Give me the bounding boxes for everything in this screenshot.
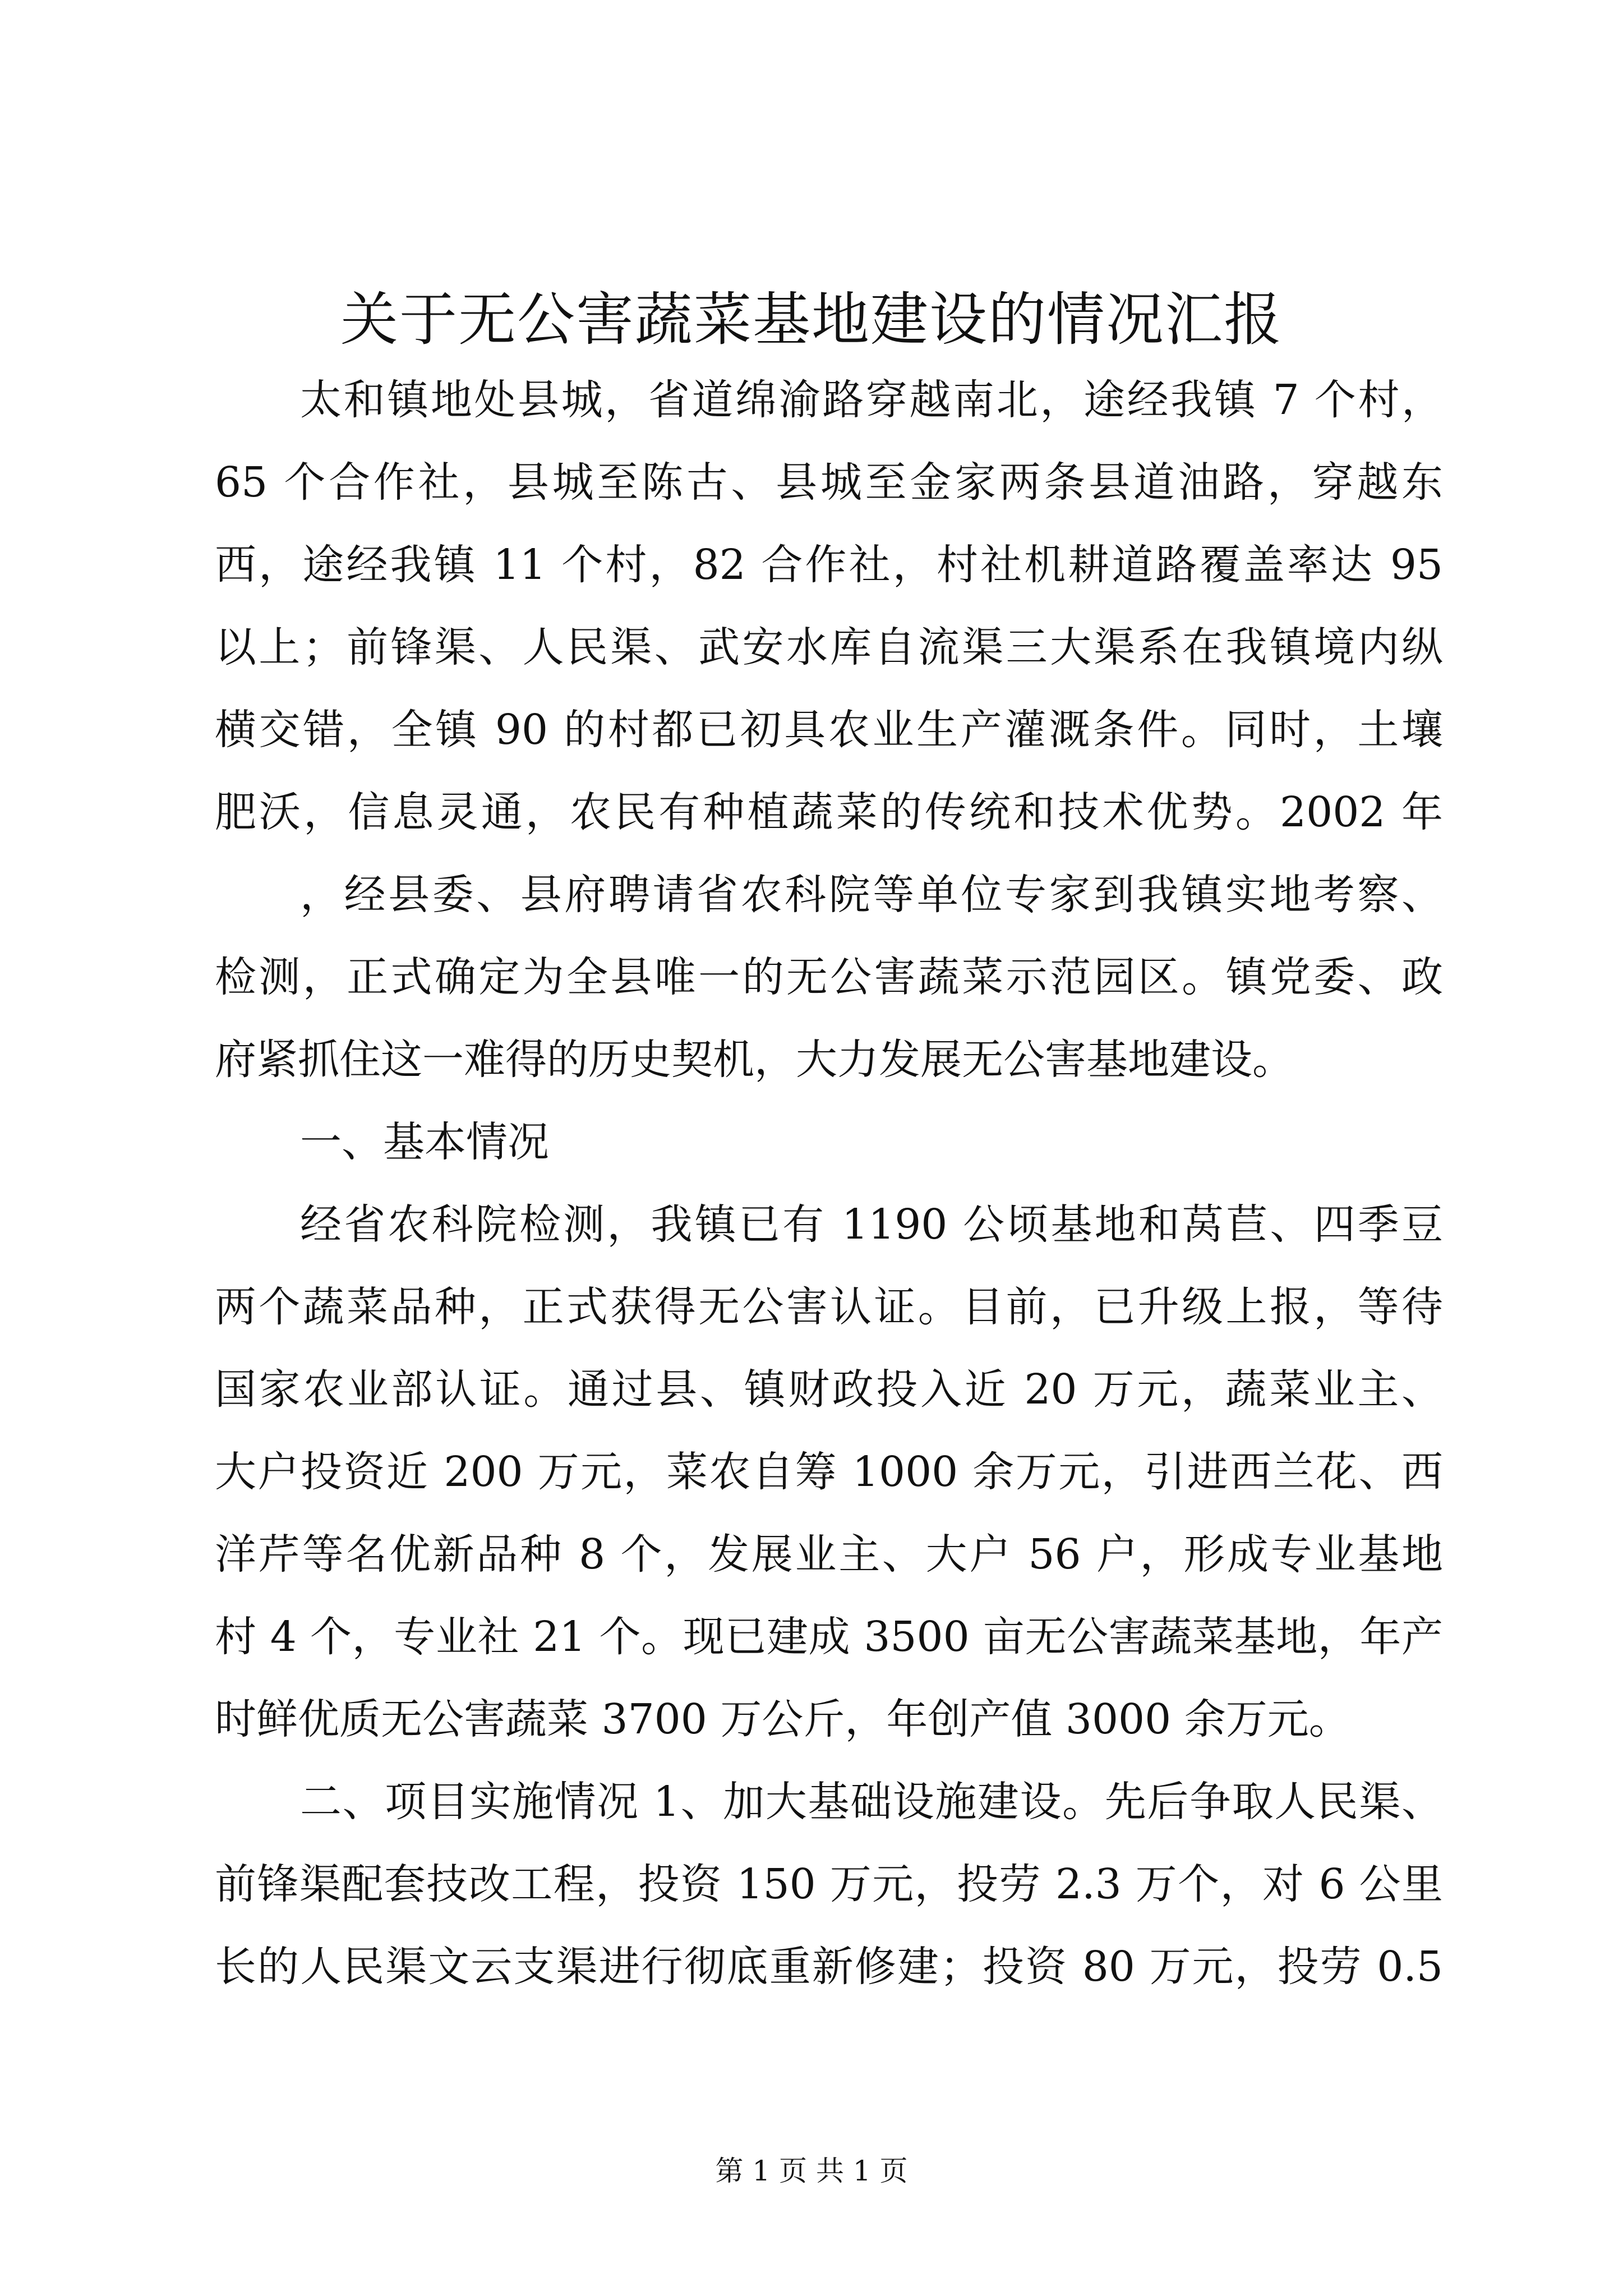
text-line: 洋芹等名优新品种 8 个，发展业主、大户 56 户，形成专业基地	[215, 1530, 1443, 1579]
text-line: 前锋渠配套技改工程，投资 150 万元，投劳 2.3 万个，对 6 公里	[215, 1860, 1444, 1908]
text-line: 肥沃，信息灵通，农民有种植蔬菜的传统和技术优势。2002 年	[215, 788, 1443, 836]
document-title: 关于无公害蔬菜基地建设的情况汇报	[340, 286, 1283, 353]
text-line: 检测，正式确定为全县唯一的无公害蔬菜示范园区。镇党委、政	[215, 953, 1443, 1001]
text-line: 太和镇地处县城，省道绵渝路穿越南北，途经我镇 7 个村，	[300, 376, 1443, 424]
text-line: 以上；前锋渠、人民渠、武安水库自流渠三大渠系在我镇境内纵	[215, 623, 1443, 671]
section-heading: 一、基本情况	[300, 1118, 549, 1166]
text-line: 国家农业部认证。通过县、镇财政投入近 20 万元，蔬菜业主、	[215, 1365, 1443, 1414]
text-line: 两个蔬菜品种，正式获得无公害认证。目前，已升级上报，等待	[215, 1283, 1443, 1331]
text-line: 时鲜优质无公害蔬菜 3700 万公斤，年创产值 3000 余万元。	[215, 1695, 1350, 1743]
text-line: 府紧抓住这一难得的历史契机，大力发展无公害基地建设。	[215, 1036, 1294, 1084]
text-line: 大户投资近 200 万元，菜农自筹 1000 余万元，引进西兰花、西	[215, 1448, 1443, 1496]
text-line: 65 个合作社，县城至陈古、县城至金家两条县道油路，穿越东	[215, 458, 1443, 507]
text-line: 二、项目实施情况 1、加大基础设施建设。先后争取人民渠、	[300, 1778, 1443, 1826]
text-line: 村 4 个，专业社 21 个。现已建成 3500 亩无公害蔬菜基地，年产	[215, 1613, 1443, 1661]
text-line: 西，途经我镇 11 个村，82 合作社，村社机耕道路覆盖率达 95	[215, 541, 1443, 589]
text-line: 横交错，全镇 90 的村都已初具农业生产灌溉条件。同时，土壤	[215, 706, 1443, 754]
text-line: 长的人民渠文云支渠进行彻底重新修建；投资 80 万元，投劳 0.5	[215, 1943, 1443, 1991]
page-footer: 第 1 页 共 1 页	[715, 2155, 908, 2187]
text-line: ，经县委、县府聘请省农科院等单位专家到我镇实地考察、	[300, 871, 1443, 919]
document-body	[215, 359, 1443, 2008]
text-line: 经省农科院检测，我镇已有 1190 公顷基地和莴苣、四季豆	[300, 1200, 1443, 1249]
